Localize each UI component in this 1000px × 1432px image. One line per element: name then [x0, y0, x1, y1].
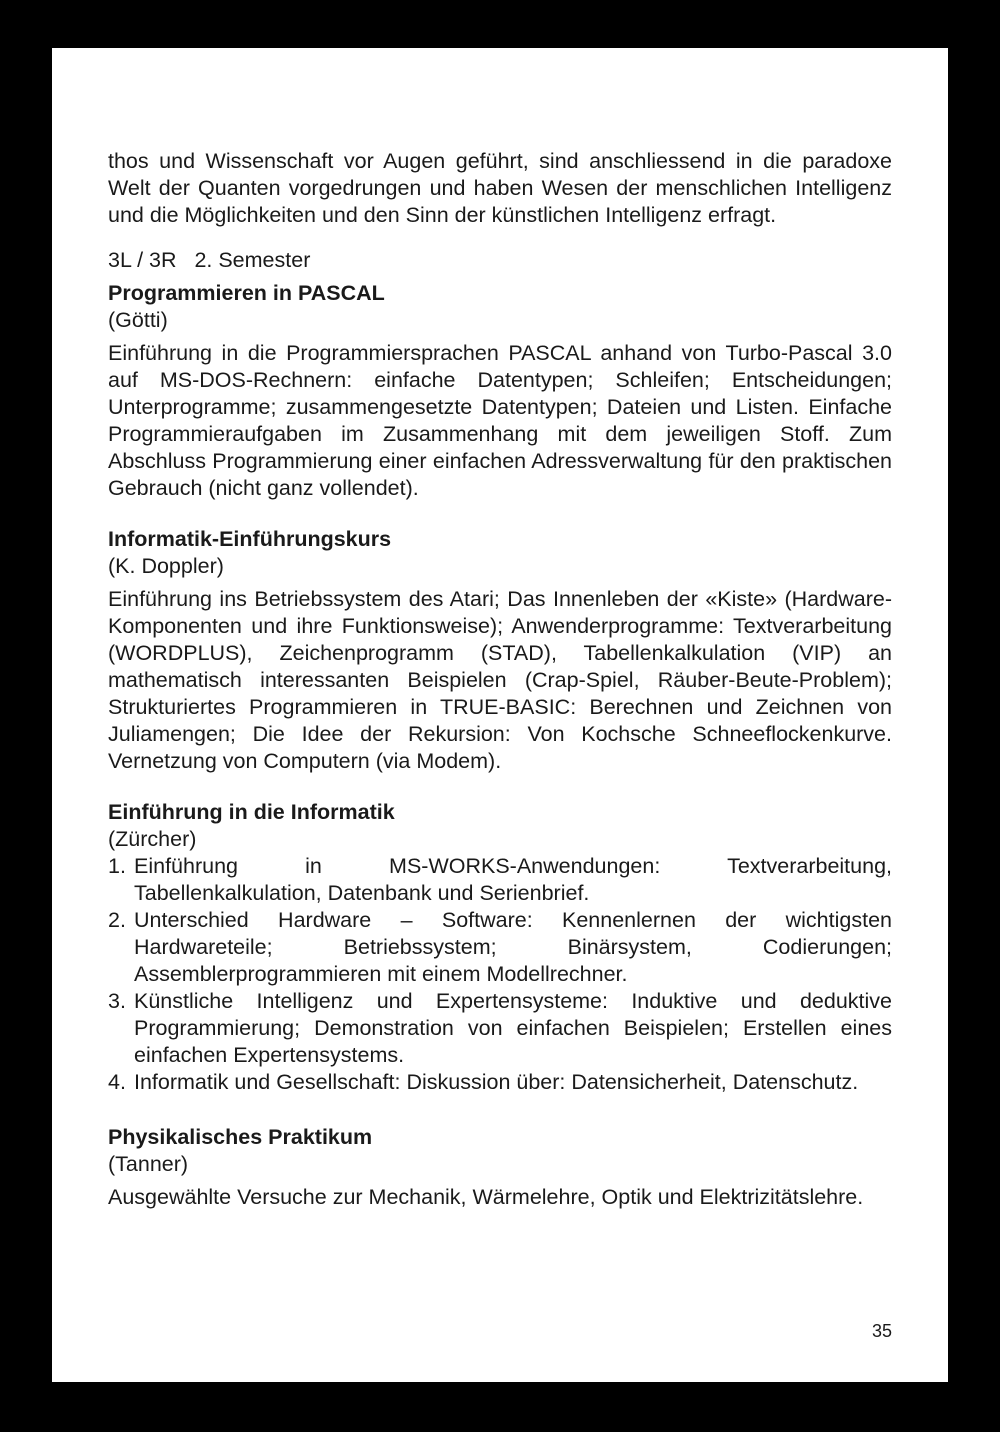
list-item-number: 3. — [108, 989, 126, 1013]
course-title: Informatik-Einführungskurs — [108, 527, 392, 551]
list-item-number: 2. — [108, 908, 126, 932]
list-item-number: 1. — [108, 854, 126, 878]
intro-paragraph: thos und Wissenschaft vor Augen geführt, sind anschliessend in die paradoxe Welt der Quanten vorgedrungen und haben Wesen der menschlichen Intelligenz und die Möglichkeiten und den Sinn der künstlichen Intelligenz erfragt. — [108, 149, 892, 227]
course-section-pascal — [108, 280, 892, 502]
document-page — [52, 48, 948, 1382]
list-item — [108, 853, 892, 907]
semester-label: 3L / 3R 2. Semester — [108, 248, 311, 272]
course-title: Programmieren in PASCAL — [108, 281, 385, 305]
course-title: Einführung in die Informatik — [108, 800, 395, 824]
course-teacher: (Tanner) — [108, 1152, 189, 1176]
course-title: Physikalisches Praktikum — [108, 1125, 373, 1149]
course-section-einfuehrung-informatik — [108, 799, 892, 1096]
page-content — [108, 148, 892, 1211]
course-teacher: (K. Doppler) — [108, 554, 224, 578]
course-description: Einführung ins Betriebssystem des Atari; Das Innenleben der «Kiste» (Hardware-Komponenten und ihre Funktionsweise); Anwenderprogramme: Textverarbeitung (WORDPLUS), Zeichenprogramm (STAD), Tabellenkalkulation (VIP) an mathematisch interessanten Beispielen (Crap-Spiel, Räuber-Beute-Problem); Strukturiertes Programmieren in TRUE-BASIC: Berechnen und Zeichnen von Juliamengen; Die Idee der Rekursion: Von Kochsche Schneeflockenkurve. Vernetzung von Computern (via Modem). — [108, 587, 892, 773]
topic-list — [108, 853, 892, 1096]
list-item-text: Informatik und Gesellschaft: Diskussion über: Datensicherheit, Datenschutz. — [134, 1070, 859, 1094]
page-number: 35 — [871, 1321, 892, 1341]
course-section-informatik-einfuehrungskurs — [108, 526, 892, 775]
course-description: Einführung in die Programmiersprachen PASCAL anhand von Turbo-Pascal 3.0 auf MS-DOS-Rechnern: einfache Datentypen; Schleifen; Entscheidungen; Unterprogramme; zusammengesetzte Datentypen; Dateien und Listen. Einfache Programmieraufgaben im Zusammenhang mit dem jeweiligen Stoff. Zum Abschluss Programmierung einer einfachen Adressverwaltung für den praktischen Gebrauch (nicht ganz vollendet). — [108, 341, 892, 500]
course-section-physikalisches-praktikum — [108, 1124, 892, 1211]
list-item-text: Einführung in MS-WORKS-Anwendungen: Textverarbeitung, Tabellenkalkulation, Datenbank und Serienbrief. — [134, 854, 892, 905]
list-item-number: 4. — [108, 1070, 126, 1094]
course-description: Ausgewählte Versuche zur Mechanik, Wärmelehre, Optik und Elektrizitätslehre. — [108, 1185, 864, 1209]
list-item-text: Unterschied Hardware – Software: Kennenlernen der wichtigsten Hardwareteile; Betriebssystem; Binärsystem, Codierungen; Assemblerprogrammieren mit einem Modellrechner. — [134, 908, 892, 986]
list-item — [108, 988, 892, 1069]
list-item — [108, 907, 892, 988]
course-teacher: (Zürcher) — [108, 827, 197, 851]
course-teacher: (Götti) — [108, 308, 168, 332]
list-item-text: Künstliche Intelligenz und Expertensysteme: Induktive und deduktive Programmierung; Demonstration von einfachen Beispielen; Erstellen eines einfachen Expertensystems. — [134, 989, 892, 1067]
list-item — [108, 1069, 892, 1096]
